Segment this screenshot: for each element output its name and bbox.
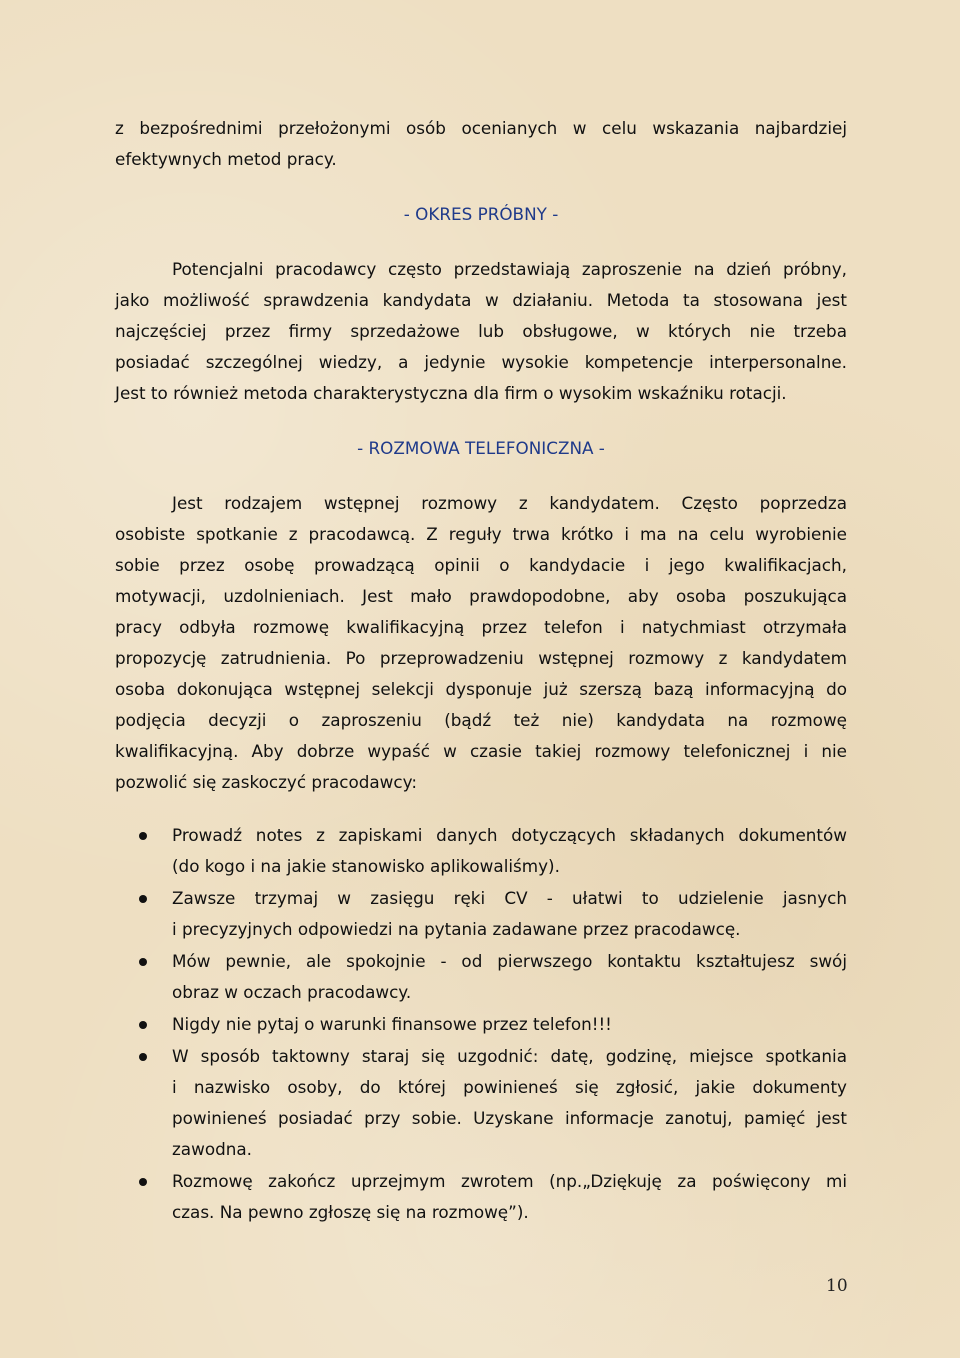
list-item bbox=[115, 1041, 847, 1165]
list-item bbox=[115, 883, 847, 945]
text-line: powinieneś posiadać przy sobie. Uzyskane informacje zanotuj, pamięć jest bbox=[172, 1108, 847, 1128]
text-line: Nigdy nie pytaj o warunki finansowe przez telefon!!! bbox=[172, 1014, 612, 1034]
text-line: z bezpośrednimi przełożonymi osób ocenianych w celu wskazania najbardziej bbox=[115, 118, 847, 138]
page-number: 10 bbox=[826, 1276, 848, 1296]
bullet-icon bbox=[139, 958, 147, 966]
text-line: sobie przez osobę prowadzącą opinii o kandydacie i jego kwalifikacjach, bbox=[115, 555, 847, 575]
text-line: efektywnych metod pracy. bbox=[115, 149, 337, 169]
text-line: posiadać szczególnej wiedzy, a jedynie wysokie kompetencje interpersonalne. bbox=[115, 352, 847, 372]
list-item bbox=[115, 820, 847, 882]
text-line: Potencjalni pracodawcy często przedstawiają zaproszenie na dzień próbny, bbox=[172, 259, 847, 279]
text-line: i precyzyjnych odpowiedzi na pytania zadawane przez pracodawcę. bbox=[172, 919, 741, 939]
list-item bbox=[115, 946, 847, 1008]
text-line: (do kogo i na jakie stanowisko aplikowaliśmy). bbox=[172, 856, 560, 876]
text-line: podjęcia decyzji o zaproszeniu (bądź też nie) kandydata na rozmowę bbox=[115, 710, 847, 730]
page-content bbox=[115, 113, 847, 1229]
bullet-icon bbox=[139, 895, 147, 903]
section-paragraph-rozmowa-telefoniczna bbox=[115, 488, 847, 798]
text-line: zawodna. bbox=[172, 1139, 252, 1159]
text-line: propozycję zatrudnienia. Po przeprowadzeniu wstępnej rozmowy z kandydatem bbox=[115, 648, 847, 668]
text-line: i nazwisko osoby, do której powinieneś się zgłosić, jakie dokumenty bbox=[172, 1077, 847, 1097]
text-line: W sposób taktowny staraj się uzgodnić: datę, godzinę, miejsce spotkania bbox=[172, 1046, 847, 1066]
text-line: osobiste spotkanie z pracodawcą. Z reguły trwa krótko i ma na celu wyrobienie bbox=[115, 524, 847, 544]
text-line: Jest rodzajem wstępnej rozmowy z kandydatem. Często poprzedza bbox=[172, 493, 847, 513]
bullet-icon bbox=[139, 1178, 147, 1186]
list-item bbox=[115, 1166, 847, 1228]
text-line: pozwolić się zaskoczyć pracodawcy: bbox=[115, 772, 417, 792]
intro-paragraph bbox=[115, 113, 847, 175]
tips-list bbox=[115, 820, 847, 1228]
bullet-icon bbox=[139, 1053, 147, 1061]
text-line: czas. Na pewno zgłoszę się na rozmowę”). bbox=[172, 1202, 529, 1222]
section-heading-okres-probny: - OKRES PRÓBNY - bbox=[403, 204, 559, 224]
text-line: jako możliwość sprawdzenia kandydata w działaniu. Metoda ta stosowana jest bbox=[115, 290, 847, 310]
list-item bbox=[115, 1009, 847, 1040]
text-line: najczęściej przez firmy sprzedażowe lub obsługowe, w których nie trzeba bbox=[115, 321, 847, 341]
section-paragraph-okres-probny bbox=[115, 254, 847, 409]
text-line: motywacji, uzdolnieniach. Jest mało prawdopodobne, aby osoba poszukująca bbox=[115, 586, 847, 606]
text-line: pracy odbyła rozmowę kwalifikacyjną przez telefon i natychmiast otrzymała bbox=[115, 617, 847, 637]
text-line: kwalifikacyjną. Aby dobrze wypaść w czasie takiej rozmowy telefonicznej i nie bbox=[115, 741, 847, 761]
section-heading-rozmowa-telefoniczna: - ROZMOWA TELEFONICZNA - bbox=[357, 438, 605, 458]
text-line: Jest to również metoda charakterystyczna dla firm o wysokim wskaźniku rotacji. bbox=[115, 383, 787, 403]
text-line: Prowadź notes z zapiskami danych dotyczących składanych dokumentów bbox=[172, 825, 847, 845]
text-line: osoba dokonująca wstępnej selekcji dysponuje już szerszą bazą informacyjną do bbox=[115, 679, 847, 699]
text-line: Zawsze trzymaj w zasięgu ręki CV - ułatwi to udzielenie jasnych bbox=[172, 888, 847, 908]
text-line: obraz w oczach pracodawcy. bbox=[172, 982, 412, 1002]
text-line: Mów pewnie, ale spokojnie - od pierwszego kontaktu kształtujesz swój bbox=[172, 951, 847, 971]
text-line: Rozmowę zakończ uprzejmym zwrotem (np.„Dziękuję za poświęcony mi bbox=[172, 1171, 847, 1191]
bullet-icon bbox=[139, 1021, 147, 1029]
bullet-icon bbox=[139, 832, 147, 840]
